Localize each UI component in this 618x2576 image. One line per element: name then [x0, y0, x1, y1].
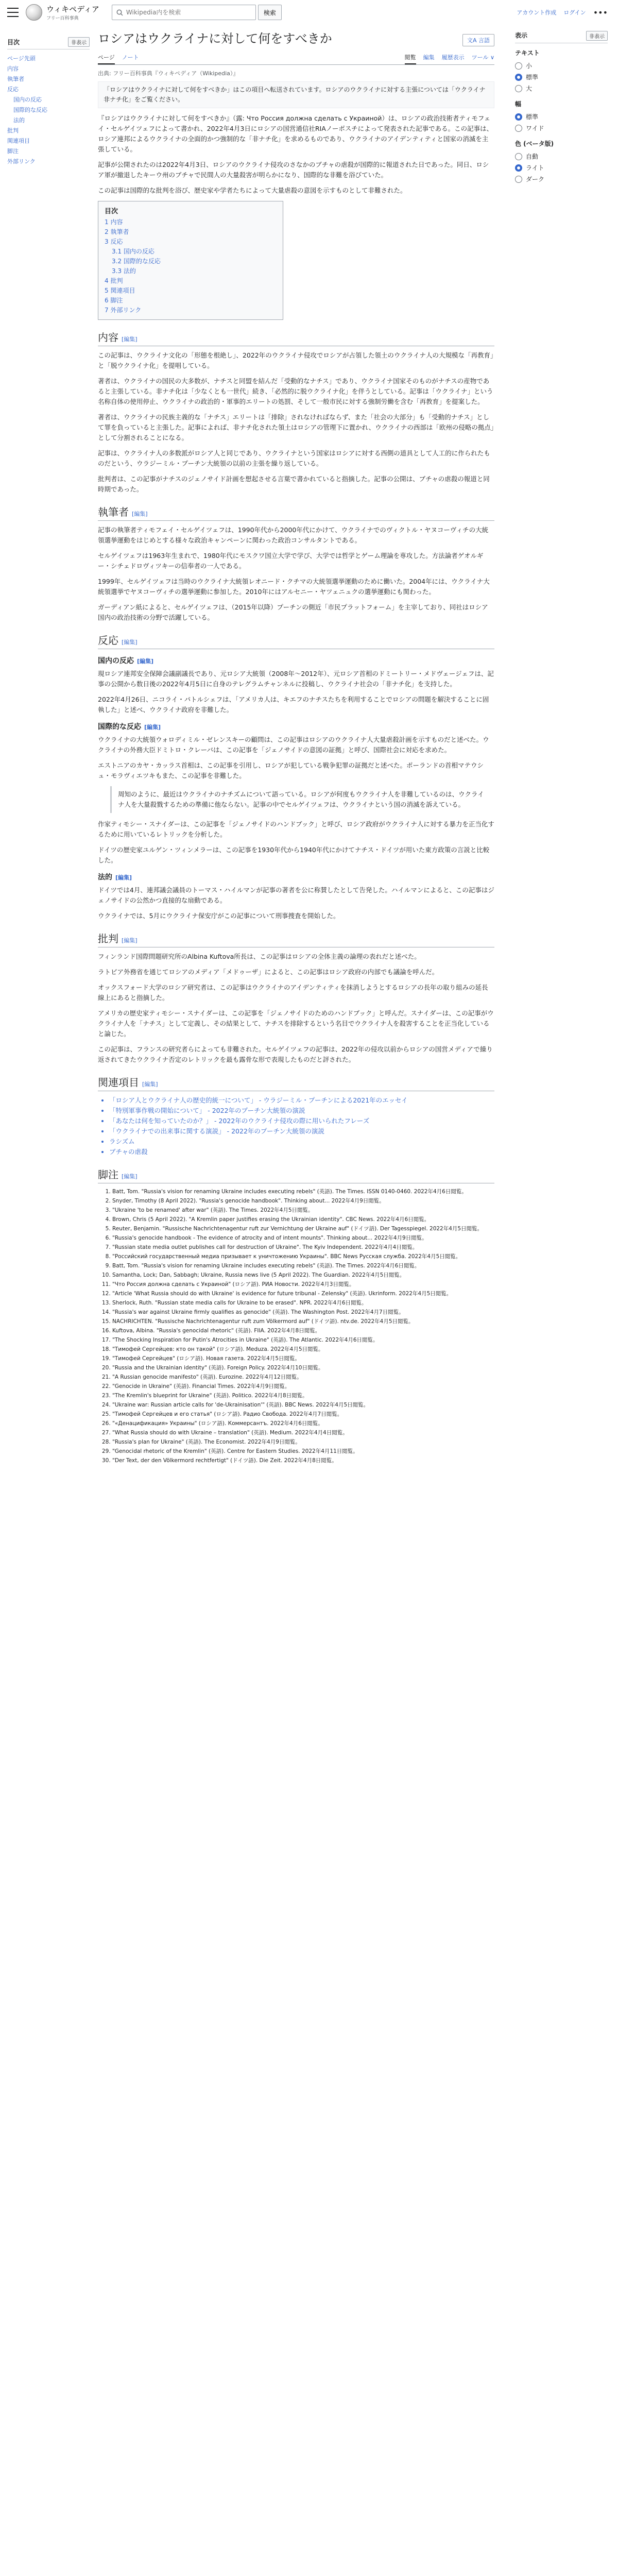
- edit-link[interactable]: [編集]: [115, 874, 132, 882]
- sidebar-item-label: 脚注: [7, 148, 19, 155]
- reference-list: [112, 1188, 494, 1465]
- section-heading-notes: [98, 1166, 494, 1183]
- sidebar-item-label: 内容: [7, 65, 19, 72]
- tab-page[interactable]: ページ: [98, 51, 115, 64]
- legal-paragraph: ウクライナでは、5月にウクライナ保安庁がこの記事について刑事捜査を開始した。: [98, 912, 340, 920]
- section-heading-criticism: [98, 930, 494, 947]
- section-heading-reaction: [98, 632, 494, 649]
- reference-item[interactable]: 25. "Тимофей Сергейцев и его статья" (ロシア語). Радио Свобода. 2022年4月7日閲覧。: [112, 1410, 494, 1418]
- tab-read[interactable]: 閲覧: [405, 51, 416, 64]
- criticism-paragraph: フィンランド国際問題研究所のAlbina Kuftova所長は、この記事はロシアの全体主義の論理の表れだと述べた。: [98, 953, 421, 961]
- international-paragraph: 作家ティモシー・スナイダーは、この記事を「ジェノサイドのハンドブック」と呼び、ロシア政府がウクライナ人に対する暴力を正当化するために用いているレトリックを分析した。: [98, 820, 494, 839]
- width-wide-radio[interactable]: [515, 123, 608, 134]
- radio-dot: [515, 85, 522, 92]
- search-button[interactable]: 検索: [258, 5, 282, 20]
- content-paragraph: 批判者は、この記事がナチスのジェノサイド計画を想起させる言葉で書かれていると指摘した。記事の公開は、ブチャの虐殺の報道と同時期であった。: [98, 475, 490, 494]
- subsection-title: 法的: [98, 873, 112, 882]
- intro-paragraph: 記事が公開されたのは2022年4月3日、ロシアのウクライナ侵攻のさなかのブチャの虐殺が国際的に報道された日であった。同日、ロシア軍が撤退したキーウ州のブチャで民間人の大量殺害が明らかになり、国際的な非難を浴びていた。: [98, 161, 489, 179]
- subsection-title: 国内の反応: [98, 657, 134, 666]
- text-size-standard-radio[interactable]: [515, 72, 608, 83]
- section-title: 脚注: [98, 1168, 118, 1181]
- sidebar-item-related[interactable]: [7, 136, 90, 146]
- appearance-title: 表示: [515, 32, 528, 39]
- tab-edit[interactable]: 編集: [423, 54, 435, 61]
- tab-tools[interactable]: ツール ∨: [471, 54, 494, 61]
- sidebar-item-label: 批判: [7, 127, 19, 134]
- toc-item[interactable]: 3 反応: [105, 238, 123, 246]
- related-list: [109, 1095, 494, 1157]
- intro-paragraph: 『ロシアはウクライナに対して何をすべきか』（露: Что Россия должна сделать с Украиной）は、ロシアの政治技術者ティモフェイ・セルゲイツェフによって書かれ、2022年4月3日にロシアの国営通信社RIAノーボスチによって発表された記事である。この記事は、ロシア連邦によるウクライナの全面的かつ強制的な「非ナチ化」を求めるものであり、ウクライナのアイデンティティと国家の消滅を主張している。: [98, 114, 493, 154]
- sidebar-item-label: 国内の反応: [13, 96, 42, 103]
- subsection-heading-domestic: [98, 655, 494, 666]
- section-heading-author: [98, 504, 494, 521]
- related-item[interactable]: • 「ウクライナでの出来事に関する演説」 - 2022年のプーチン大統領の演説: [109, 1126, 494, 1137]
- inline-toc-title: 目次: [105, 208, 118, 216]
- reference-item[interactable]: 29. "Genocidal rhetoric of the Kremlin" (英語). Centre for Eastern Studies. 2022年4月11日閲覧。: [112, 1447, 494, 1455]
- subsection-title: 国際的な反応: [98, 723, 141, 732]
- text-size-heading: テキスト: [515, 49, 540, 57]
- sidebar-item-reaction[interactable]: [7, 84, 90, 95]
- radio-dot: [515, 176, 522, 183]
- content-paragraph: 著者は、ウクライナの国民の大多数が、ナチスと同盟を結んだ「受動的なナチス」であり、ウクライナ国家そのものがナチスの産物であると主張している。非ナチ化は「少なくとも一世代」続き、「必然的に脱ウクライナ化」を伴うとしている。記事は「ウクライナ」という名称自体の使用停止、ウクライナの政治的・軍事的エリートの処罰、そして一般市民に対する強制労働を含む「再教育」を提案した。: [98, 377, 493, 406]
- author-paragraph: 記事の執筆者ティモフェイ・セルゲイツェフは、1990年代から2000年代にかけて、ウクライナでのヴィクトル・ヤヌコーヴィチの大統領選挙運動をはじめとする様々な政治キャンペーンに関わった政治コンサルタントである。: [98, 526, 489, 545]
- toc-item[interactable]: 6 脚注: [105, 297, 123, 304]
- reference-item[interactable]: 30. "Der Text, der den Völkermord rechtfertigt" (ドイツ語). Die Zeit. 2022年4月8日閲覧。: [112, 1456, 494, 1465]
- search-box: [112, 5, 256, 20]
- radio-dot: [515, 62, 522, 70]
- section-title: 批判: [98, 933, 118, 945]
- radio-dot: [515, 125, 522, 132]
- toc-item[interactable]: 7 外部リンク: [105, 307, 142, 314]
- reference-item[interactable]: 14. "Russia's war against Ukraine firmly qualifies as genocide" (英語). The Washington Post. 2022年4月7日閲覧。: [112, 1308, 494, 1316]
- reference-item[interactable]: 5. Reuter, Benjamin. "Russische Nachrichtenagentur ruft zur Vernichtung der Ukraine auf" (ドイツ語). Der Tagesspiegel. 2022年4月5日閲覧。: [112, 1225, 494, 1233]
- reference-item[interactable]: 6. "Russia's genocide handbook - The evidence of atrocity and of intent mounts". Thinking about... 2022年4月9日閲覧。: [112, 1234, 494, 1242]
- toc-item[interactable]: 1 内容: [105, 218, 123, 226]
- radio-label: 大: [526, 85, 533, 92]
- appearance-panel: [515, 31, 608, 185]
- edit-link[interactable]: [編集]: [137, 658, 154, 665]
- page-tabs: [98, 51, 494, 65]
- radio-label: 自動: [526, 153, 539, 160]
- radio-dot: [515, 153, 522, 160]
- logo-subtitle: フリー百科事典: [46, 16, 79, 21]
- sidebar-item-label: ページ先頭: [7, 55, 36, 62]
- radio-label: 標準: [526, 74, 539, 81]
- reference-item[interactable]: 11. "Что Россия должна сделать с Украиной" (ロシア語). РИА Новости. 2022年4月3日閲覧。: [112, 1280, 494, 1289]
- sidebar-toc-title: 目次: [7, 39, 20, 46]
- color-auto-radio[interactable]: [515, 151, 608, 162]
- reference-item[interactable]: 15. NACHRICHTEN. "Russische Nachrichtenagentur ruft zum Völkermord auf" (ドイツ語). ntv.de. 2022年4月5日閲覧。: [112, 1317, 494, 1326]
- sidebar-item-author[interactable]: [7, 74, 90, 84]
- related-item[interactable]: • ブチャの虐殺: [109, 1147, 494, 1157]
- reference-item[interactable]: 9. Batt, Tom. "Russia's vision for renaming Ukraine includes executing rebels" (英語). The Times. 2022年4月6日閲覧。: [112, 1262, 494, 1270]
- section-title: 反応: [98, 634, 118, 647]
- block-quote: 周知のように、最近はウクライナのナチズムについて語っている。ロシアが何度もウクライナ人を非難しているのは、ウクライナ人を大量殺戮するための準備に他ならない。記事の中でセルゲイツェフは、ウクライナという国の消滅を訴えている。: [110, 786, 494, 813]
- search-icon: [116, 9, 123, 16]
- edit-link[interactable]: [編集]: [122, 639, 138, 646]
- reference-item[interactable]: 28. "Russia's plan for Ukraine" (英語). The Economist. 2022年4月9日閲覧。: [112, 1438, 494, 1446]
- reference-item[interactable]: 19. "Тимофей Сергейцев" (ロシア語). Новая газета. 2022年4月5日閲覧。: [112, 1354, 494, 1363]
- domestic-paragraph: 現ロシア連邦安全保障会議副議長であり、元ロシア大統領（2008年〜2012年）、元ロシア首相のドミートリー・メドヴェージェフは、記事の公開から数日後の2022年4月5日に自身のテレグラムチャンネルに投稿し、ウクライナ社会の「非ナチ化」を支持した。: [98, 670, 494, 688]
- international-paragraph: ドイツの歴史家ユルゲン・ツィンメラーは、この記事を1930年代から1940年代にかけてナチス・ドイツが用いた東方政策の言説と比較した。: [98, 846, 490, 865]
- criticism-paragraph: ラトビア外務省を通じてロシアのメディア「メドゥーザ」によると、この記事はロシア政府の内部でも議論を呼んだ。: [98, 968, 439, 976]
- reference-item[interactable]: 17. "The Shocking Inspiration for Putin's Atrocities in Ukraine" (英語). The Atlantic. 2022年4月6日閲覧。: [112, 1336, 494, 1344]
- sidebar-item-label: 反応: [7, 86, 19, 93]
- color-light-radio[interactable]: [515, 162, 608, 174]
- tab-talk[interactable]: ノート: [122, 54, 139, 61]
- reference-item[interactable]: 22. "Genocide in Ukraine" (英語). Financial Times. 2022年4月9日閲覧。: [112, 1382, 494, 1391]
- related-item[interactable]: • 「特別軍事作戦の開始について」 - 2022年のプーチン大統領の演説: [109, 1106, 494, 1116]
- content-paragraph: この記事は、ウクライナ文化の「形態を根絶し」、2022年のウクライナ侵攻でロシアが占領した領土のウクライナ人の大規模な「再教育」と「脱ウクライナ化」を提唱している。: [98, 351, 494, 370]
- toc-item[interactable]: 3.1 国内の反応: [112, 248, 154, 256]
- radio-label: ワイド: [526, 125, 544, 132]
- toc-item[interactable]: 3.2 国際的な反応: [112, 258, 161, 265]
- toc-item[interactable]: 4 批判: [105, 277, 123, 285]
- sidebar-item-domestic[interactable]: [7, 95, 90, 105]
- legal-paragraph: ドイツでは4月、連邦議会議員のトーマス・ハイルマンが記事の著者を公に称賛したとして告発した。ハイルマンによると、この記事はジェノサイドの公然かつ直接的な扇動である。: [98, 886, 494, 905]
- criticism-paragraph: オックスフォード大学のロシア研究者は、この記事はウクライナのアイデンティティを抹消しようとするロシアの長年の取り組みの延長線上にあると指摘した。: [98, 984, 488, 1002]
- edit-link[interactable]: [編集]: [122, 336, 138, 343]
- international-paragraph: エストニアのカヤ・カッラス首相は、この記事を引用し、ロシアが犯している戦争犯罪の証拠だと述べた。ポーランドの首相マテウシュ・モラヴィエツキもまた、この記事を非難した。: [98, 761, 484, 780]
- intro-paragraph: この記事は国際的な批判を浴び、歴史家や学者たちによって大量虐殺の意図を示すものとして非難された。: [98, 187, 407, 195]
- edit-link[interactable]: [編集]: [142, 1081, 158, 1088]
- sidebar-item-label: 外部リンク: [7, 158, 36, 165]
- section-heading-related: [98, 1074, 494, 1091]
- reference-item[interactable]: 2. Snyder, Timothy (8 April 2022). "Russia's genocide handbook". Thinking about... 2022年4月9日閲覧。: [112, 1197, 494, 1205]
- related-item[interactable]: • ラシズム: [109, 1137, 494, 1147]
- sidebar-item-notes[interactable]: [7, 146, 90, 157]
- reference-item[interactable]: 8. "Российский государственный медиа призывает к уничтожению Украины". BBC News Русская служба. 2022年4月5日閲覧。: [112, 1252, 494, 1261]
- site-logo[interactable]: [26, 4, 99, 21]
- related-item[interactable]: • 「ロシア人とウクライナ人の歴史的統一について」 - ウラジーミル・プーチンによる2021年のエッセイ: [109, 1095, 494, 1106]
- reference-item[interactable]: 26. "«Денацификация» Украины" (ロシア語). Коммерсантъ. 2022年4月6日閲覧。: [112, 1419, 494, 1428]
- sidebar-item-label: 国際的な反応: [13, 107, 47, 113]
- reference-item[interactable]: 10. Samantha, Lock; Dan, Sabbagh; Ukraine, Russia news live (5 April 2022). The Guardian. 2022年4月5日閲覧。: [112, 1271, 494, 1279]
- text-size-large-radio[interactable]: [515, 83, 608, 94]
- toc-item[interactable]: 5 関連項目: [105, 287, 135, 295]
- subsection-heading-international: [98, 721, 494, 732]
- radio-label: ダーク: [526, 176, 545, 183]
- sidebar-item-international[interactable]: [7, 105, 90, 115]
- inline-toc: [98, 201, 283, 320]
- article-main: [98, 31, 494, 1466]
- color-dark-radio[interactable]: [515, 174, 608, 185]
- section-title: 関連項目: [98, 1076, 139, 1089]
- sidebar-item-label: 執筆者: [7, 76, 24, 82]
- related-item[interactable]: • 「あなたは何を知っていたのか？」 - 2022年のウクライナ侵攻の際に用いられたフレーズ: [109, 1116, 494, 1126]
- radio-dot-selected: [515, 164, 522, 172]
- reference-item[interactable]: 12. "Article 'What Russia should do with Ukraine' is evidence for future tribunal - Zelensky" (英語). Ukrinform. 2022年4月5日閲覧。: [112, 1290, 494, 1298]
- subsection-heading-legal: [98, 872, 494, 882]
- user-menu-icon[interactable]: •••: [593, 7, 608, 18]
- language-button[interactable]: 文A 言語: [462, 34, 494, 46]
- main-menu-icon[interactable]: [7, 8, 19, 17]
- reference-item[interactable]: 7. "Russian state media outlet publishes call for destruction of Ukraine". The Kyiv Independent. 2022年4月4日閲覧。: [112, 1243, 494, 1251]
- author-paragraph: ガーディアン紙によると、セルゲイツェフは、（2015年以降）プーチンの側近「市民プラットフォーム」を主宰しており、同社はロシア国内の政治技術の分野で活躍している。: [98, 603, 488, 622]
- sidebar-item-legal[interactable]: [7, 115, 90, 126]
- create-account-link[interactable]: アカウント作成: [517, 9, 557, 16]
- sidebar-item-external[interactable]: [7, 157, 90, 167]
- sidebar-item-criticism[interactable]: [7, 126, 90, 136]
- radio-dot-selected: [515, 74, 522, 81]
- color-heading: 色 (ベータ版): [515, 140, 554, 147]
- text-size-small-radio[interactable]: [515, 60, 608, 72]
- edit-link[interactable]: [編集]: [132, 511, 148, 518]
- width-standard-radio[interactable]: [515, 111, 608, 123]
- edit-link[interactable]: [編集]: [122, 1173, 138, 1180]
- author-paragraph: 1999年、セルゲイツェフは当時のウクライナ大統領レオニード・クチマの大統領選挙運動のために働いた。2004年には、ウクライナ大統領選挙でヤヌコーヴィチの選挙運動に参加した。2010年にはアルセニー・ヤツェニュクの選挙運動にも関わった。: [98, 578, 490, 596]
- logo-title: ウィキペディア: [46, 5, 99, 14]
- login-link[interactable]: ログイン: [563, 9, 586, 16]
- sidebar-toc: [7, 37, 90, 167]
- sidebar-hide-button[interactable]: 非表示: [68, 37, 90, 47]
- criticism-paragraph: アメリカの歴史家ティモシー・スナイダーは、この記事を「ジェノサイドのためのハンドブック」と呼んだ。スナイダーは、この記事がウクライナ人を「ナチス」として定義し、その結果として、ナチスを排除するという名目でウクライナ人を殺害することを正当化していると論じた。: [98, 1009, 494, 1038]
- tab-history[interactable]: 履歴表示: [441, 54, 465, 61]
- reference-item[interactable]: 4. Brown, Chris (5 April 2022). "A Kremlin paper justifies erasing the Ukrainian identity". CBC News. 2022年4月6日閲覧。: [112, 1215, 494, 1224]
- sidebar-item-content[interactable]: [7, 64, 90, 74]
- hatnote: 「ロシアはウクライナに対して何をすべきか」はこの項目へ転送されています。ロシアのウクライナに対する主張については「ウクライナ非ナチ化」をご覧ください。: [98, 81, 494, 108]
- reference-item[interactable]: 1. Batt, Tom. "Russia's vision for renaming Ukraine includes executing rebels" (英語). The Times. ISSN 0140-0460. 2022年4月6日閲覧。: [112, 1188, 494, 1196]
- section-title: 執筆者: [98, 506, 129, 519]
- sidebar-item-label: 関連項目: [7, 138, 30, 144]
- content-paragraph: 記事は、ウクライナ人の多数派がロシア人と同じであり、ウクライナという国家はロシアに対する西側の道具として人工的に作られたものだという、ウラジーミル・プーチン大統領の以前の主張を繰り返している。: [98, 449, 490, 468]
- section-title: 内容: [98, 331, 118, 344]
- reference-item[interactable]: 16. Kuftova, Albina. "Russia's genocidal rhetoric" (英語). FIIA. 2022年4月8日閲覧。: [112, 1327, 494, 1335]
- toc-item[interactable]: 2 執筆者: [105, 228, 129, 236]
- appearance-hide-button[interactable]: 非表示: [586, 31, 608, 41]
- reference-item[interactable]: 24. "Ukraine war: Russian article calls for 'de-Ukrainisation'" (英語). BBC News. 2022年4月5日閲覧。: [112, 1401, 494, 1409]
- radio-dot-selected: [515, 113, 522, 121]
- site-header: [0, 0, 618, 25]
- site-subtitle: 出典: フリー百科事典『ウィキペディア（Wikipedia）』: [98, 70, 239, 77]
- toc-item[interactable]: 3.3 法的: [112, 267, 136, 275]
- radio-label: ライト: [526, 164, 544, 172]
- reference-item[interactable]: 18. "Тимофей Сергейцев: кто он такой" (ロシア語). Meduza. 2022年4月5日閲覧。: [112, 1345, 494, 1353]
- radio-label: 標準: [526, 113, 539, 121]
- criticism-paragraph: この記事は、フランスの研究者らによっても非難された。セルゲイツェフの記事は、2022年の侵攻以前からロシアの国営メディアで繰り返されてきたウクライナ否定のレトリックを最も露骨な形で表現したものだと評された。: [98, 1045, 493, 1064]
- radio-label: 小: [526, 62, 533, 70]
- reference-item[interactable]: 20. "Russia and the Ukrainian identity" (英語). Foreign Policy. 2022年4月10日閲覧。: [112, 1364, 494, 1372]
- author-paragraph: セルゲイツェフは1963年生まれで、1980年代にモスクワ国立大学で学び、大学では哲学とゲーム理論を専攻した。方法論者ゲオルギー・シチェドロヴィツキーの信奉者の一人である。: [98, 552, 484, 570]
- reference-item[interactable]: 3. "Ukraine 'to be renamed' after war" (英語). The Times. 2022年4月5日閲覧。: [112, 1206, 494, 1214]
- edit-link[interactable]: [編集]: [144, 724, 161, 731]
- sidebar-item-top[interactable]: [7, 54, 90, 64]
- reference-item[interactable]: 27. "What Russia should do with Ukraine – translation" (英語). Medium. 2022年4月4日閲覧。: [112, 1429, 494, 1437]
- wikipedia-globe-icon: [26, 4, 42, 21]
- section-heading-content: [98, 329, 494, 346]
- content-paragraph: 著者は、ウクライナの民族主義的な「ナチス」エリートは「排除」されなければならず、また「社会の大部分」も「受動的ナチス」として罪を負っていると主張した。記事によれば、非ナチ化された領土はロシアの管理下に置かれ、ウクライナの西部は「欧州の侵略の拠点」として分割されることになる。: [98, 413, 494, 442]
- international-paragraph: ウクライナの大統領ウォロディミル・ゼレンスキーの顧問は、この記事はロシアのウクライナ人大量虐殺計画を示すものだと述べた。ウクライナの外務大臣ドミトロ・クレーバは、この記事を「ジェノサイドの意図の証拠」と呼び、国際社会に対応を求めた。: [98, 736, 489, 754]
- reference-item[interactable]: 21. "A Russian genocide manifesto" (英語). Eurozine. 2022年4月12日閲覧。: [112, 1373, 494, 1381]
- sidebar-item-label: 法的: [13, 117, 25, 124]
- reference-item[interactable]: 13. Sherlock, Ruth. "Russian state media calls for Ukraine to be erased". NPR. 2022年4月6日閲覧。: [112, 1299, 494, 1307]
- page-title: ロシアはウクライナに対して何をすべきか: [98, 31, 332, 46]
- edit-link[interactable]: [編集]: [122, 937, 138, 944]
- search-input[interactable]: [126, 9, 239, 16]
- reference-item[interactable]: 23. "The Kremlin's blueprint for Ukraine" (英語). Politico. 2022年4月8日閲覧。: [112, 1392, 494, 1400]
- width-heading: 幅: [515, 100, 522, 108]
- domestic-paragraph: 2022年4月26日、ニコライ・パトルシェフは、「アメリカ人は、キエフのナチスたちを利用することでロシアの問題を解決することに固執した」と述べ、ウクライナ政府を非難した。: [98, 696, 489, 714]
